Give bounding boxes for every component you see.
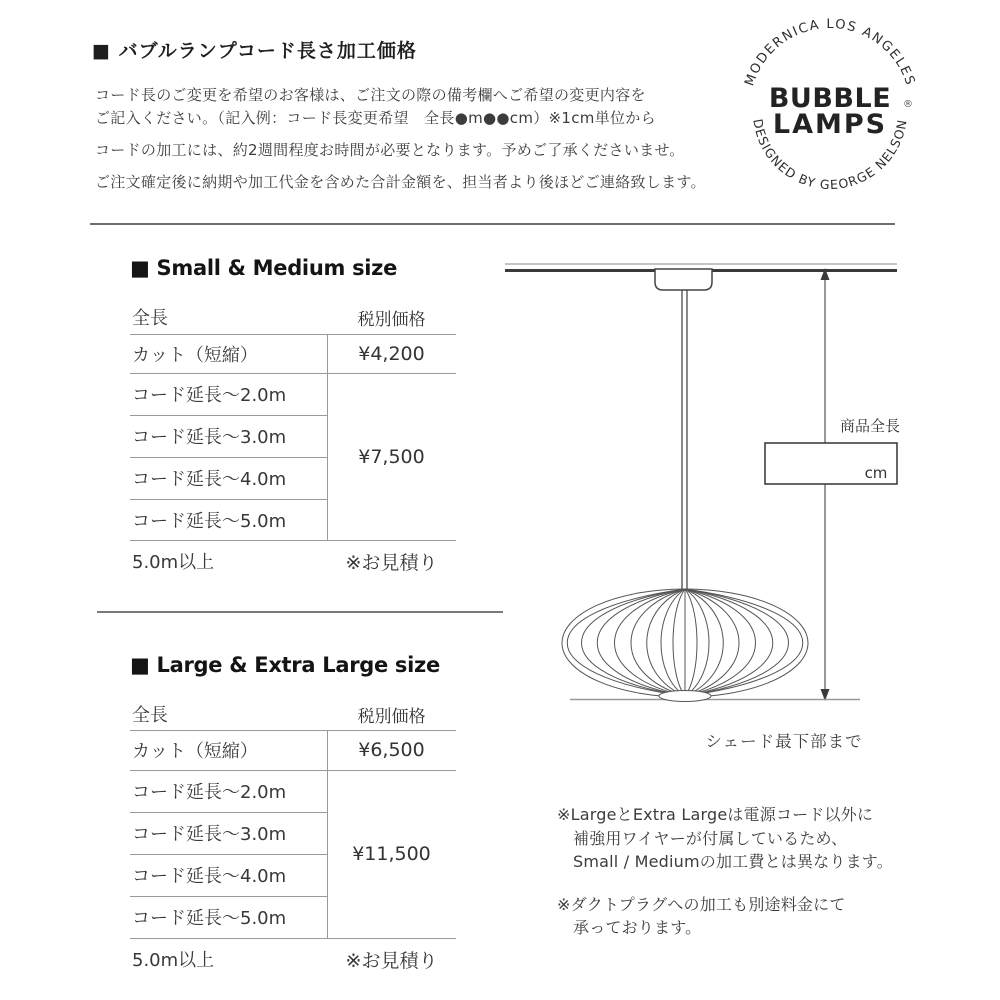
table2-title: ■ Large & Extra Large size <box>130 653 440 677</box>
table2-row-ext2: コード延長～2.0m <box>132 782 287 803</box>
table2-row-ext5: コード延長～5.0m <box>132 908 287 929</box>
intro-line-4: ご注文確定後に納期や加工代金を含めた合計金額を、担当者より後ほどご連絡致します。 <box>95 173 706 191</box>
table1-price-over: ※お見積り <box>345 551 438 574</box>
table2-row-cut: カット（短縮） <box>132 741 258 762</box>
registered-trademark-icon: ® <box>903 99 913 110</box>
note2-line-1: ※ダクトプラグへの加工も別途料金にて <box>557 895 846 914</box>
table1-row-ext3: コード延長～3.0m <box>132 427 287 448</box>
mid-divider-line <box>97 611 503 613</box>
note1-line-1: ※LargeとExtra Largeは電源コード以外に <box>557 805 874 824</box>
table2-price-extension: ¥11,500 <box>352 843 431 865</box>
total-length-label: 商品全長 <box>839 417 901 435</box>
table1-title: ■ Small & Medium size <box>130 256 398 280</box>
page-title: ■ バブルランプコード長さ加工価格 <box>92 40 417 62</box>
table1-row-ext4: コード延長～4.0m <box>132 469 287 490</box>
bubble-lamps-logo <box>738 12 924 208</box>
note1-line-2: 補強用ワイヤーが付属しているため、 <box>573 829 848 848</box>
unit-label: cm <box>864 464 888 482</box>
table2-row-over5: 5.0m以上 <box>132 950 215 971</box>
note1-line-3: Small / Mediumの加工費とは異なります。 <box>573 852 893 871</box>
svg-text:MODERNICA LOS ANGELES <box>742 17 917 88</box>
table1-col-price: 税別価格 <box>357 309 426 330</box>
table2-col-price: 税別価格 <box>357 706 426 727</box>
table1-price-cut: ¥4,200 <box>358 342 425 365</box>
intro-line-1: コード長のご変更を希望のお客様は、ご注文の際の備考欄へご希望の変更内容を <box>95 86 646 104</box>
ceiling-canopy <box>655 269 712 290</box>
intro-line-3: コードの加工には、約2週間程度お時間が必要となります。予めご了承くださいませ。 <box>95 141 685 159</box>
intro-line-2: ご記入ください。（記入例：コード長変更希望 全長●m●●cm）※1cm単位から <box>95 109 656 127</box>
logo-bottom-arc-text: DESIGNED BY GEORGE NELSON <box>750 117 910 193</box>
logo-top-arc-text: MODERNICA LOS ANGELES <box>742 16 918 89</box>
table2-price-over: ※お見積り <box>345 949 438 972</box>
table2-row-ext4: コード延長～4.0m <box>132 866 287 887</box>
saucer-lamp-shade <box>562 589 808 702</box>
note2-line-2: 承っております。 <box>573 918 702 937</box>
table1-col-length: 全長 <box>132 308 168 329</box>
logo-name-line2: LAMPS <box>772 109 888 140</box>
table1-row-ext5: コード延長～5.0m <box>132 510 287 532</box>
lamp-measurement-diagram <box>500 255 910 765</box>
table2-col-length: 全長 <box>132 705 168 726</box>
top-divider-line <box>90 223 895 225</box>
shade-bottom-label: シェード最下部まで <box>705 732 863 751</box>
table1-row-ext2: コード延長～2.0m <box>132 385 287 406</box>
table1-row-over5: 5.0m以上 <box>132 552 215 573</box>
table2-row-ext3: コード延長～3.0m <box>132 824 287 845</box>
table1-price-extension: ¥7,500 <box>358 445 425 468</box>
table1-row-cut: カット（短縮） <box>132 344 258 366</box>
table2-price-cut: ¥6,500 <box>358 739 425 761</box>
logo-name-line1: BUBBLE <box>768 83 892 114</box>
